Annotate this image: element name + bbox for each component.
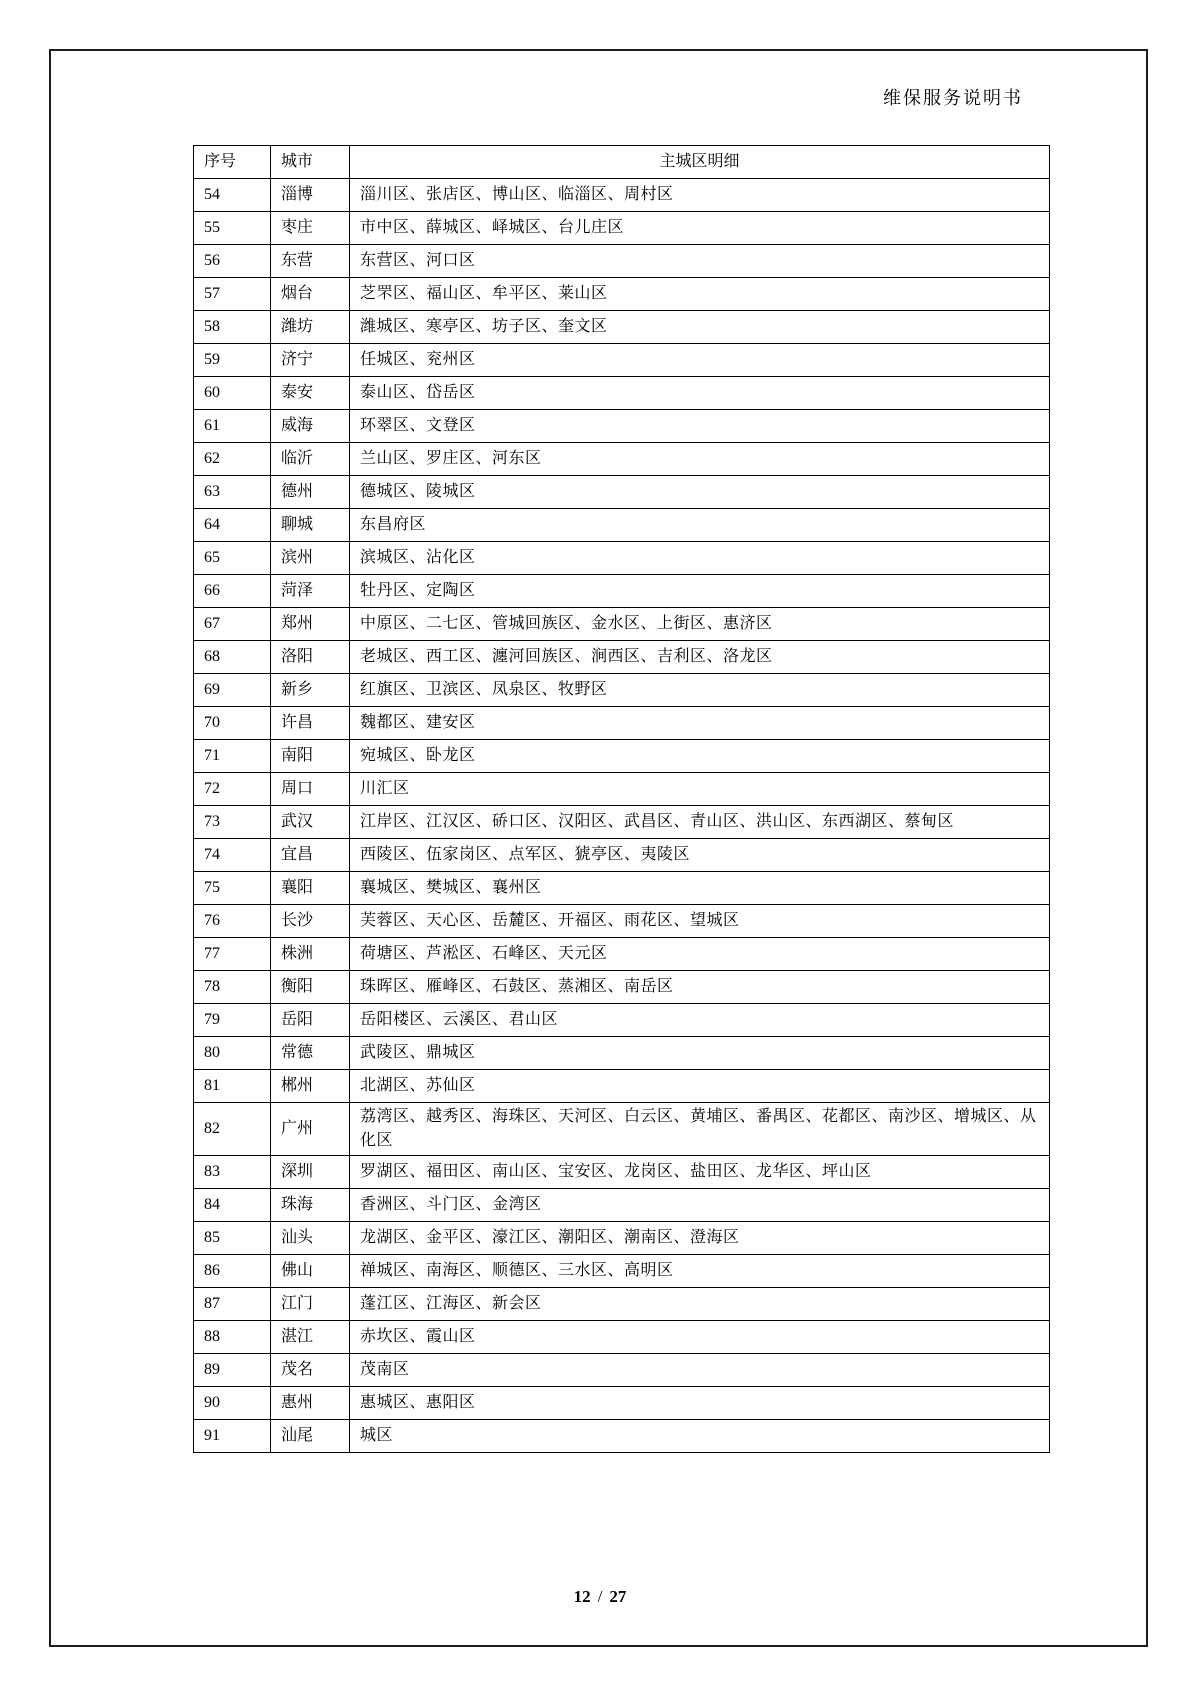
row-city-cell: 佛山	[271, 1255, 350, 1288]
table-row	[194, 344, 1050, 377]
table-row	[194, 1288, 1050, 1321]
row-number-cell: 78	[194, 971, 271, 1004]
row-districts-cell: 香洲区、斗门区、金湾区	[350, 1189, 1050, 1222]
row-districts-cell: 城区	[350, 1420, 1050, 1453]
row-number-cell: 86	[194, 1255, 271, 1288]
table-row	[194, 674, 1050, 707]
row-districts-cell: 惠城区、惠阳区	[350, 1387, 1050, 1420]
row-city-cell: 湛江	[271, 1321, 350, 1354]
row-number-cell: 76	[194, 905, 271, 938]
row-districts-cell: 茂南区	[350, 1354, 1050, 1387]
row-city-cell: 威海	[271, 410, 350, 443]
row-number-cell: 71	[194, 740, 271, 773]
row-city-cell: 枣庄	[271, 212, 350, 245]
row-districts-cell: 川汇区	[350, 773, 1050, 806]
row-city-cell: 岳阳	[271, 1004, 350, 1037]
row-number-cell: 69	[194, 674, 271, 707]
row-city-cell: 惠州	[271, 1387, 350, 1420]
row-number-cell: 61	[194, 410, 271, 443]
row-districts-cell: 市中区、薛城区、峄城区、台儿庄区	[350, 212, 1050, 245]
row-number-cell: 70	[194, 707, 271, 740]
table-row	[194, 641, 1050, 674]
row-city-cell: 潍坊	[271, 311, 350, 344]
col-header-city: 城市	[271, 146, 350, 179]
row-districts-cell: 芝罘区、福山区、牟平区、莱山区	[350, 278, 1050, 311]
row-districts-cell: 珠晖区、雁峰区、石鼓区、蒸湘区、南岳区	[350, 971, 1050, 1004]
page-footer	[0, 1587, 1200, 1607]
row-districts-cell: 东营区、河口区	[350, 245, 1050, 278]
row-city-cell: 广州	[271, 1103, 350, 1156]
col-header-number: 序号	[194, 146, 271, 179]
row-districts-cell: 荷塘区、芦淞区、石峰区、天元区	[350, 938, 1050, 971]
row-districts-cell: 宛城区、卧龙区	[350, 740, 1050, 773]
table-row	[194, 806, 1050, 839]
row-districts-cell: 泰山区、岱岳区	[350, 377, 1050, 410]
table-row	[194, 1321, 1050, 1354]
table-row	[194, 1070, 1050, 1103]
table-row	[194, 1420, 1050, 1453]
row-number-cell: 57	[194, 278, 271, 311]
table-row	[194, 278, 1050, 311]
row-districts-cell: 荔湾区、越秀区、海珠区、天河区、白云区、黄埔区、番禺区、花都区、南沙区、增城区、从化区	[350, 1103, 1050, 1156]
row-number-cell: 56	[194, 245, 271, 278]
row-city-cell: 武汉	[271, 806, 350, 839]
row-districts-cell: 任城区、兖州区	[350, 344, 1050, 377]
row-number-cell: 84	[194, 1189, 271, 1222]
row-districts-cell: 北湖区、苏仙区	[350, 1070, 1050, 1103]
table-row	[194, 707, 1050, 740]
row-number-cell: 64	[194, 509, 271, 542]
row-city-cell: 滨州	[271, 542, 350, 575]
row-number-cell: 67	[194, 608, 271, 641]
table-row	[194, 905, 1050, 938]
row-districts-cell: 龙湖区、金平区、濠江区、潮阳区、潮南区、澄海区	[350, 1222, 1050, 1255]
row-number-cell: 91	[194, 1420, 271, 1453]
row-number-cell: 65	[194, 542, 271, 575]
row-city-cell: 济宁	[271, 344, 350, 377]
row-districts-cell: 罗湖区、福田区、南山区、宝安区、龙岗区、盐田区、龙华区、坪山区	[350, 1156, 1050, 1189]
table-row	[194, 773, 1050, 806]
row-number-cell: 66	[194, 575, 271, 608]
row-city-cell: 临沂	[271, 443, 350, 476]
row-city-cell: 淄博	[271, 179, 350, 212]
row-city-cell: 汕头	[271, 1222, 350, 1255]
table-row	[194, 1037, 1050, 1070]
row-city-cell: 株洲	[271, 938, 350, 971]
row-districts-cell: 魏都区、建安区	[350, 707, 1050, 740]
row-city-cell: 周口	[271, 773, 350, 806]
row-city-cell: 菏泽	[271, 575, 350, 608]
page-number-separator: /	[597, 1587, 603, 1606]
table-row	[194, 1103, 1050, 1156]
table-row	[194, 1222, 1050, 1255]
row-districts-cell: 环翠区、文登区	[350, 410, 1050, 443]
row-number-cell: 59	[194, 344, 271, 377]
row-number-cell: 75	[194, 872, 271, 905]
row-city-cell: 郴州	[271, 1070, 350, 1103]
row-districts-cell: 潍城区、寒亭区、坊子区、奎文区	[350, 311, 1050, 344]
row-number-cell: 85	[194, 1222, 271, 1255]
row-number-cell: 87	[194, 1288, 271, 1321]
table-row	[194, 1004, 1050, 1037]
row-city-cell: 德州	[271, 476, 350, 509]
row-city-cell: 衡阳	[271, 971, 350, 1004]
row-districts-cell: 兰山区、罗庄区、河东区	[350, 443, 1050, 476]
city-districts-table	[193, 145, 1050, 1453]
row-city-cell: 茂名	[271, 1354, 350, 1387]
row-number-cell: 60	[194, 377, 271, 410]
row-number-cell: 55	[194, 212, 271, 245]
row-number-cell: 81	[194, 1070, 271, 1103]
page-number-total: 27	[609, 1587, 627, 1606]
row-number-cell: 88	[194, 1321, 271, 1354]
row-districts-cell: 岳阳楼区、云溪区、君山区	[350, 1004, 1050, 1037]
row-number-cell: 68	[194, 641, 271, 674]
row-districts-cell: 芙蓉区、天心区、岳麓区、开福区、雨花区、望城区	[350, 905, 1050, 938]
row-districts-cell: 德城区、陵城区	[350, 476, 1050, 509]
row-number-cell: 54	[194, 179, 271, 212]
row-districts-cell: 赤坎区、霞山区	[350, 1321, 1050, 1354]
row-city-cell: 深圳	[271, 1156, 350, 1189]
row-number-cell: 74	[194, 839, 271, 872]
row-city-cell: 襄阳	[271, 872, 350, 905]
row-number-cell: 83	[194, 1156, 271, 1189]
row-number-cell: 72	[194, 773, 271, 806]
row-number-cell: 62	[194, 443, 271, 476]
row-districts-cell: 蓬江区、江海区、新会区	[350, 1288, 1050, 1321]
row-districts-cell: 武陵区、鼎城区	[350, 1037, 1050, 1070]
row-districts-cell: 禅城区、南海区、顺德区、三水区、高明区	[350, 1255, 1050, 1288]
table-row	[194, 1387, 1050, 1420]
table-row	[194, 1156, 1050, 1189]
row-city-cell: 江门	[271, 1288, 350, 1321]
table-row	[194, 1354, 1050, 1387]
table-row	[194, 542, 1050, 575]
table-row	[194, 377, 1050, 410]
row-districts-cell: 东昌府区	[350, 509, 1050, 542]
row-districts-cell: 襄城区、樊城区、襄州区	[350, 872, 1050, 905]
row-number-cell: 77	[194, 938, 271, 971]
row-city-cell: 东营	[271, 245, 350, 278]
row-city-cell: 常德	[271, 1037, 350, 1070]
table-row	[194, 872, 1050, 905]
table-row	[194, 575, 1050, 608]
row-number-cell: 82	[194, 1103, 271, 1156]
row-number-cell: 58	[194, 311, 271, 344]
row-number-cell: 90	[194, 1387, 271, 1420]
row-districts-cell: 牡丹区、定陶区	[350, 575, 1050, 608]
row-districts-cell: 淄川区、张店区、博山区、临淄区、周村区	[350, 179, 1050, 212]
row-city-cell: 郑州	[271, 608, 350, 641]
table-row	[194, 311, 1050, 344]
table-row	[194, 509, 1050, 542]
row-city-cell: 新乡	[271, 674, 350, 707]
table-row	[194, 476, 1050, 509]
table-row	[194, 740, 1050, 773]
row-districts-cell: 红旗区、卫滨区、凤泉区、牧野区	[350, 674, 1050, 707]
table-body	[194, 179, 1050, 1453]
row-districts-cell: 江岸区、江汉区、硚口区、汉阳区、武昌区、青山区、洪山区、东西湖区、蔡甸区	[350, 806, 1050, 839]
row-city-cell: 长沙	[271, 905, 350, 938]
table-row	[194, 212, 1050, 245]
table-header-row	[194, 146, 1050, 179]
doc-header-title: 维保服务说明书	[883, 88, 1023, 108]
page-number-current: 12	[573, 1587, 591, 1606]
row-number-cell: 73	[194, 806, 271, 839]
table-row	[194, 1189, 1050, 1222]
table-row	[194, 971, 1050, 1004]
table-row	[194, 608, 1050, 641]
table-row	[194, 179, 1050, 212]
row-number-cell: 89	[194, 1354, 271, 1387]
row-districts-cell: 西陵区、伍家岗区、点军区、猇亭区、夷陵区	[350, 839, 1050, 872]
row-city-cell: 许昌	[271, 707, 350, 740]
row-city-cell: 南阳	[271, 740, 350, 773]
row-number-cell: 63	[194, 476, 271, 509]
row-city-cell: 烟台	[271, 278, 350, 311]
row-city-cell: 宜昌	[271, 839, 350, 872]
table-row	[194, 245, 1050, 278]
row-districts-cell: 老城区、西工区、瀍河回族区、涧西区、吉利区、洛龙区	[350, 641, 1050, 674]
row-city-cell: 汕尾	[271, 1420, 350, 1453]
col-header-districts: 主城区明细	[350, 146, 1050, 179]
row-districts-cell: 滨城区、沾化区	[350, 542, 1050, 575]
row-number-cell: 80	[194, 1037, 271, 1070]
row-city-cell: 聊城	[271, 509, 350, 542]
row-city-cell: 珠海	[271, 1189, 350, 1222]
table-row	[194, 938, 1050, 971]
row-number-cell: 79	[194, 1004, 271, 1037]
table-row	[194, 443, 1050, 476]
row-city-cell: 泰安	[271, 377, 350, 410]
row-districts-cell: 中原区、二七区、管城回族区、金水区、上街区、惠济区	[350, 608, 1050, 641]
table-row	[194, 839, 1050, 872]
row-city-cell: 洛阳	[271, 641, 350, 674]
table-row	[194, 410, 1050, 443]
table-row	[194, 1255, 1050, 1288]
